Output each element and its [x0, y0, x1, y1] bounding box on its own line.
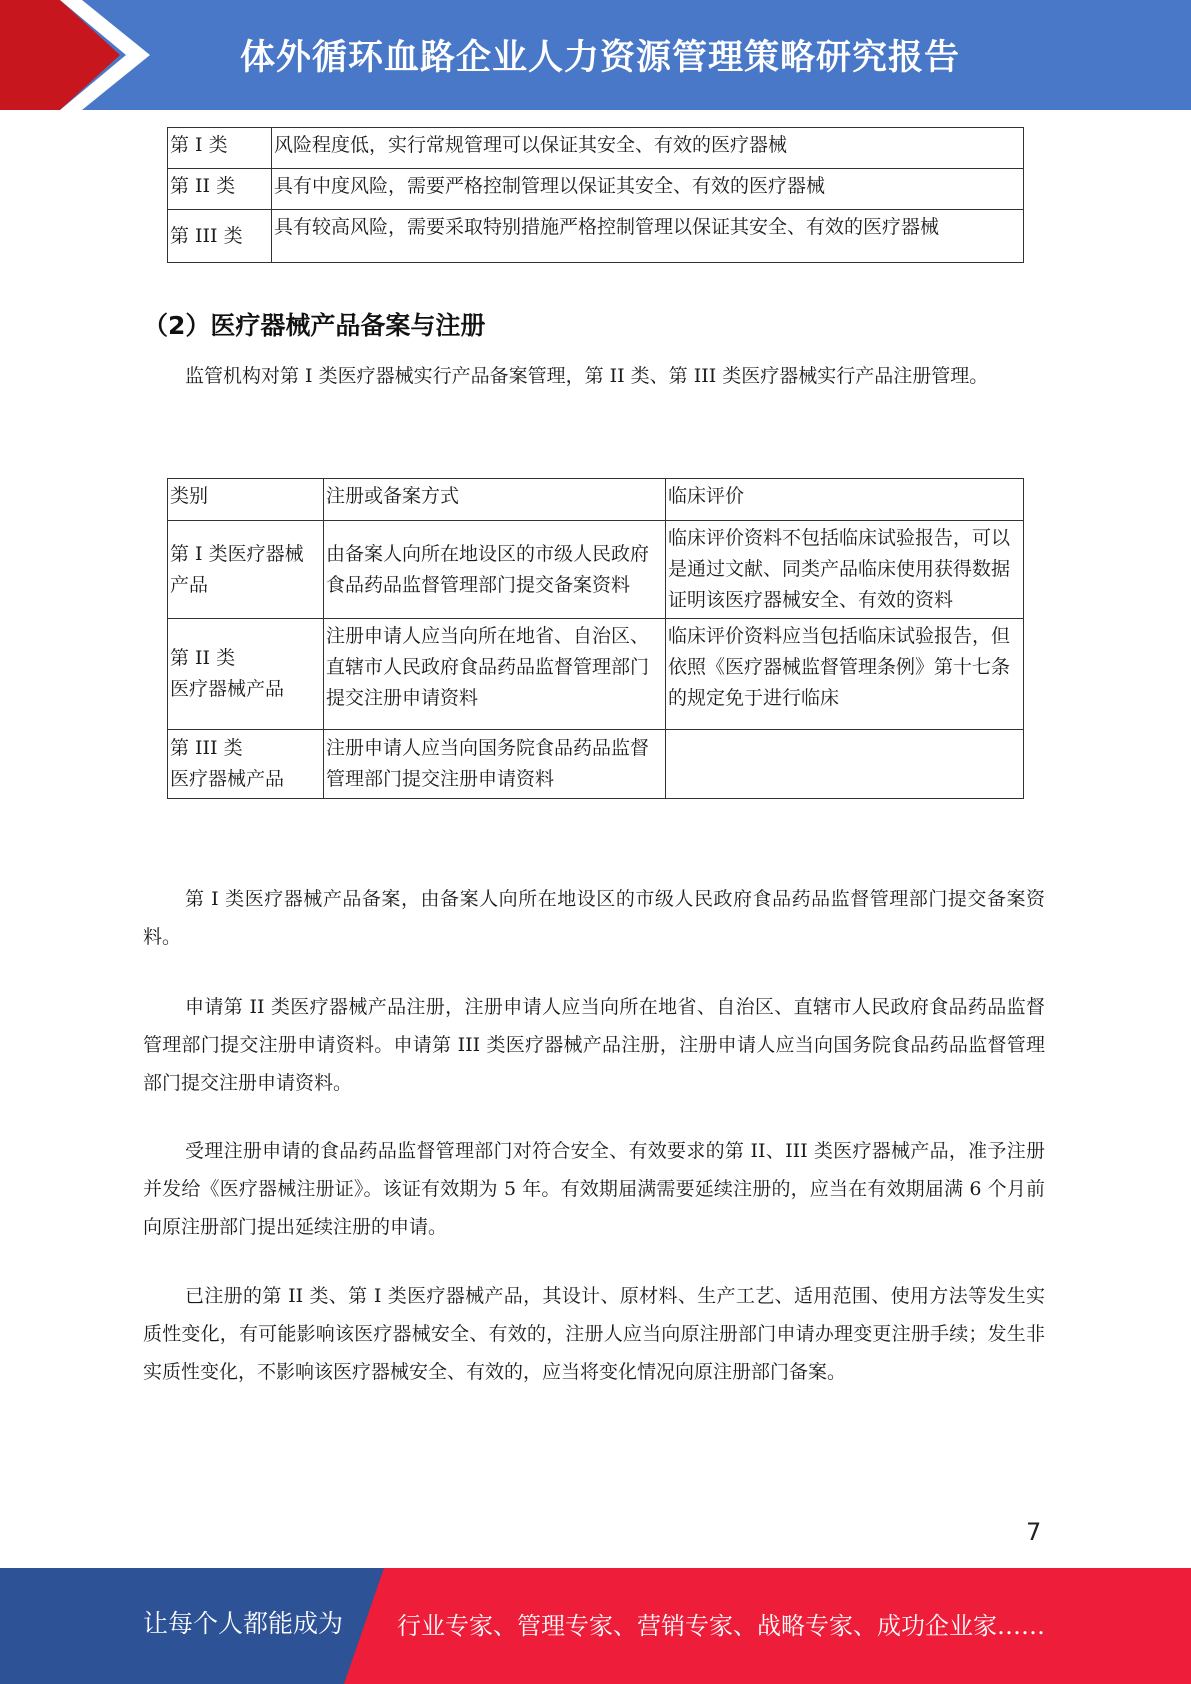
header-method: 注册或备案方式: [324, 479, 666, 521]
class-description: 风险程度低，实行常规管理可以保证其安全、有效的医疗器械: [272, 128, 1024, 169]
reg-clinical: 临床评价资料应当包括临床试验报告，但依照《医疗器械监督管理条例》第十七条的规定免于进行临床: [666, 619, 1024, 730]
device-classification-table: [167, 127, 1024, 263]
footer-slogan-right: 行业专家、管理专家、营销专家、战略专家、成功企业家……: [397, 1612, 1045, 1640]
class-category: 第 I 类: [168, 128, 272, 169]
table-row: [168, 169, 1024, 210]
body-paragraph: 已注册的第 II 类、第 I 类医疗器械产品，其设计、原材料、生产工艺、适用范围、使用方法等发生实质性变化，有可能影响该医疗器械安全、有效的，注册人应当向原注册部门申请办理变更注册手续；发生非实质性变化，不影响该医疗器械安全、有效的，应当将变化情况向原注册部门备案。: [143, 1285, 1045, 1383]
reg-category-line: 医疗器械产品: [170, 678, 285, 700]
body-paragraph: 受理注册申请的食品药品监督管理部门对符合安全、有效要求的第 II、III 类医疗器械产品，准予注册并发给《医疗器械注册证》。该证有效期为 5 年。有效期届满需要延续注册的，应当在有效期届满 6 个月前向原注册部门提出延续注册的申请。: [143, 1140, 1045, 1238]
intro-paragraph: 监管机构对第 I 类医疗器械实行产品备案管理，第 II 类、第 III 类医疗器械实行产品注册管理。: [185, 365, 989, 387]
table-row: [168, 619, 1024, 730]
reg-category-line: 第 III 类: [170, 737, 243, 759]
page-footer: [0, 1568, 1191, 1684]
reg-method: 由备案人向所在地设区的市级人民政府食品药品监督管理部门提交备案资料: [324, 521, 666, 619]
report-title: 体外循环血路企业人力资源管理策略研究报告: [240, 38, 961, 78]
reg-clinical: 临床评价资料不包括临床试验报告，可以是通过文献、同类产品临床使用获得数据证明该医疗器械安全、有效的资料: [666, 521, 1024, 619]
reg-method: 注册申请人应当向国务院食品药品监督管理部门提交注册申请资料: [324, 730, 666, 799]
reg-category-line: 第 II 类: [170, 647, 236, 669]
table-header-row: [168, 479, 1024, 521]
body-paragraph: 第 I 类医疗器械产品备案，由备案人向所在地设区的市级人民政府食品药品监督管理部门提交备案资料。: [143, 888, 1045, 948]
reg-clinical: [666, 730, 1024, 799]
table-row: [168, 210, 1024, 263]
table-row: [168, 730, 1024, 799]
class-description: 具有较高风险，需要采取特别措施严格控制管理以保证其安全、有效的医疗器械: [272, 210, 1024, 263]
reg-category-line: 医疗器械产品: [170, 768, 285, 790]
header-clinical: 临床评价: [666, 479, 1024, 521]
reg-category: [168, 730, 324, 799]
reg-category: [168, 619, 324, 730]
class-category: 第 III 类: [168, 210, 272, 263]
class-category: 第 II 类: [168, 169, 272, 210]
reg-method: 注册申请人应当向所在地省、自治区、直辖市人民政府食品药品监督管理部门提交注册申请资料: [324, 619, 666, 730]
page-number: 7: [1026, 1518, 1042, 1546]
page-header: [0, 0, 1191, 110]
table-row: [168, 128, 1024, 169]
header-category: 类别: [168, 479, 324, 521]
class-description: 具有中度风险，需要严格控制管理以保证其安全、有效的医疗器械: [272, 169, 1024, 210]
section-heading: （2）医疗器械产品备案与注册: [143, 311, 486, 340]
footer-slogan-left: 让每个人都能成为: [143, 1609, 344, 1638]
registration-table: [167, 478, 1024, 799]
table-row: [168, 521, 1024, 619]
body-paragraph: 申请第 II 类医疗器械产品注册，注册申请人应当向所在地省、自治区、直辖市人民政府食品药品监督管理部门提交注册申请资料。申请第 III 类医疗器械产品注册，注册申请人应当向国务院食品药品监督管理部门提交注册申请资料。: [143, 996, 1045, 1094]
reg-category: 第 I 类医疗器械产品: [168, 521, 324, 619]
